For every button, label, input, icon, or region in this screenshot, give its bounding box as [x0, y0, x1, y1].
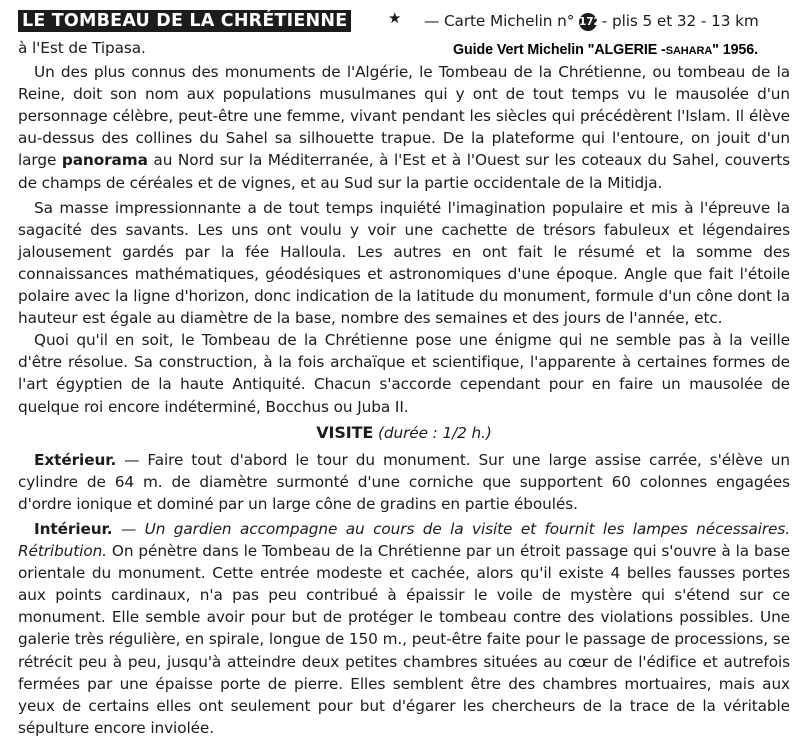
interieur-note: — Un gardien accompagne au cours de la visite et fournit les lampes nécessaires. Rétribution. [18, 519, 791, 561]
map-suffix: - plis 5 et 32 - 13 km [601, 12, 759, 30]
visite-title: VISITE [316, 422, 374, 442]
guide-ref-b: " 1956. [712, 42, 758, 58]
intro-p1-text-a: Un des plus connus des monuments de l'Algérie, le Tombeau de la Chrétienne, ou tombeau de la Reine, doit son nom aux populations musulmanes qui y ont de tout temps vu le mausolée d'un personnage célèbre, peut-être une femme, vivant pendant les siècles qui précédèrent l'Islam. Il élève au-dessus des collines du Sahel sa silhouette trapue. De la plateforme qui l'entoure, on jouit d'un large [18, 63, 790, 170]
interieur-text: On pénètre dans le Tombeau de la Chrétienne par un étroit passage qui s'ouvre à la base orientale du monument. Cette entrée modeste et cachée, alors qu'il existe 4 belles fausses portes aux points cardinaux, n'a pas peu contribué à épaissir le voile de mystère qui s'étend sur ce monument. Elle semble avoir pour but de protéger le tombeau contre des violations possibles. Une galerie très régulière, en spirale, longue de 150 m., peut-être faite pour le passage de processions, se rétrécit peu à peu, jusqu'à atteindre deux petites chambres situées au cœur de l'édifice et autrefois fermées par une épaisse porte de pierre. Elles semblent être des chambres mortuaires, mais aux yeux de certains elles ont seulement pour but d'égarer les chercheurs de la trace de la véritable sépulture encore inviolée. [18, 542, 791, 737]
map-reference [424, 10, 759, 32]
body-text [18, 37, 790, 739]
exterieur-label: Extérieur. [34, 450, 117, 469]
visite-heading [18, 422, 790, 444]
intro-paragraph-3: Quoi qu'il en soit, le Tombeau de la Chrétienne pose une énigme qui ne semble pas à la veille d'être résolue. Sa construction, à la fois archaïque et scientifique, l'apparente à certaines formes de l'art égyptien de la haute Antiquité. Chacun s'accorde cependant pour en faire un mausolée de quelque roi encore indéterminé, Bocchus ou Juba II. [18, 331, 790, 416]
interieur-label: Intérieur. [34, 519, 113, 538]
visite-duration: (durée : 1/2 h.) [378, 423, 492, 442]
guide-ref-sahara: SAHARA [665, 45, 713, 57]
map-number-badge: 172 [579, 13, 597, 31]
interieur-paragraph [18, 518, 790, 739]
star-icon: ★ [388, 9, 402, 27]
exterieur-text: — Faire tout d'abord le tour du monument. Sur une large assise carrée, s'élève un cylindre de 64 m. de diamètre surmonté d'une corniche que supportent 60 colonnes engagées d'ordre ionique et dominé par un large cône de gradins en partie éboulés. [18, 450, 790, 513]
intro-paragraph-2: Sa masse impressionnante a de tout temps inquiété l'imagination populaire et mis à l'épreuve la sagacité des savants. Les uns ont voulu y voir une cachette de trésors fabuleux et légendaires jalousement gardés par la fée Halloula. Les autres en ont fait le résumé et la somme des connaissances mathématiques, géodésiques et astronomiques d'une époque. Angle que fait l'étoile polaire avec la ligne d'horizon, donc indication de la latitude du monument, formule d'un cône dont la hauteur est égale au diamètre de la base, nombre des semaines et des jours de l'année, etc. [18, 198, 790, 328]
map-prefix: — Carte Michelin n° [424, 12, 575, 30]
panorama-term: panorama [61, 151, 148, 170]
exterieur-paragraph [18, 449, 790, 515]
intro-paragraph-1 [18, 61, 790, 194]
page-title: LE TOMBEAU DE LA CHRÉTIENNE [18, 10, 351, 32]
guide-ref-a: Guide Vert Michelin "ALGERIE - [453, 42, 666, 58]
intro-p1-text-b: au Nord sur la Méditerranée, à l'Est et à l'Ouest sur les coteaux du Sahel, couverts de champs de céréales et de vignes, et au Sud sur la partie occidentale de la Mitidja. [18, 151, 790, 192]
location-line: à l'Est de Tipasa. [18, 39, 146, 57]
header [18, 10, 798, 32]
